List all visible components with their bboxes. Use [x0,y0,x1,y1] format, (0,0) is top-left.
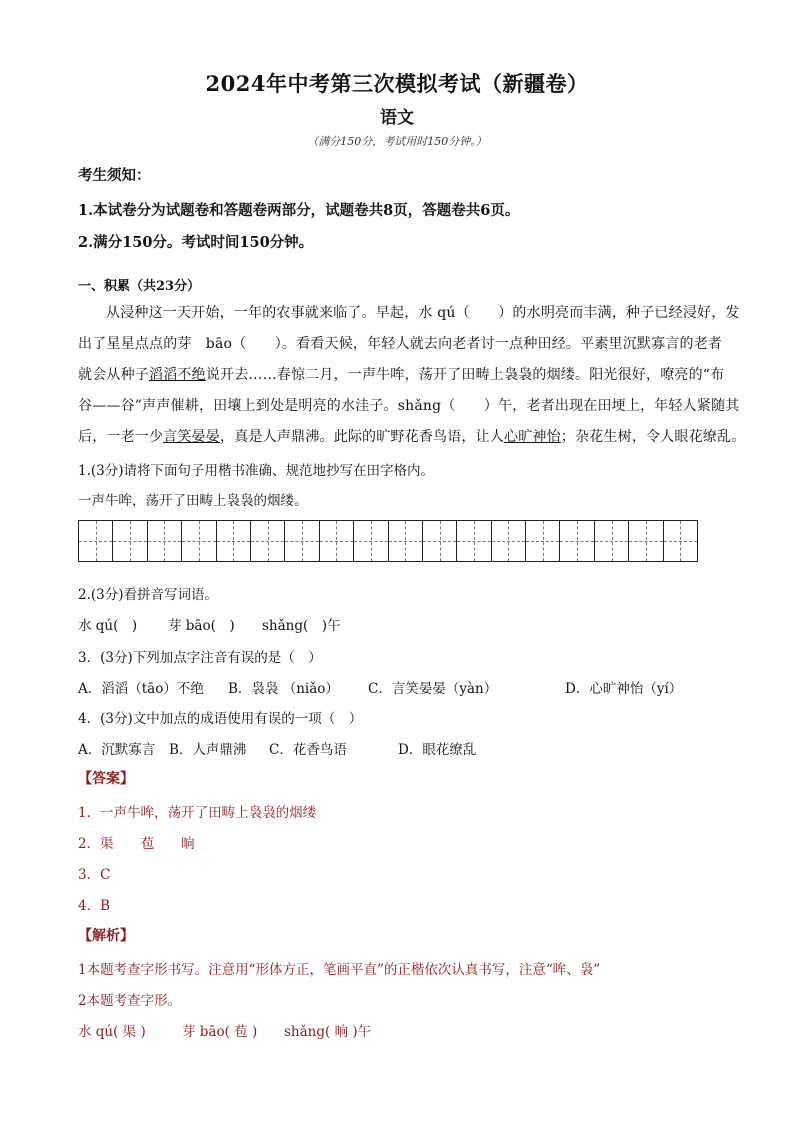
question-1: 1.(3分)请将下面句子用楷书准确、规范地抄写在田字格内。 [78,463,435,479]
answer-4: 4．B [78,898,111,914]
grid-cell[interactable] [181,521,215,561]
q3-option-c: C．言笑晏晏（yàn） [368,681,498,697]
analysis-q2-answer-3: shǎng( 晌 )午 [284,1024,372,1040]
grid-cell[interactable] [216,521,250,561]
exam-title: 2024年中考第三次模拟考试（新疆卷） [205,71,589,96]
grid-cell[interactable] [525,521,559,561]
underlined-idiom: 心旷神怡 [504,429,561,445]
grid-cell[interactable] [663,521,697,561]
grid-cell[interactable] [456,521,490,561]
exam-note: （满分150分，考试用时150分钟。） [307,135,487,148]
passage-line-2: 出了星星点点的芽 bāo（ ）。看看天候，年轻人就去向老者讨一点种田经。平素里沉默寡言的老者 [78,336,723,352]
notice-item-1: 1.本试卷分为试题卷和答题卷两部分，试题卷共8页，答题卷共6页。 [78,202,520,219]
q4-option-d: D．眼花缭乱 [398,742,477,758]
notice-heading: 考生须知： [78,167,151,184]
question-4: 4．(3分)文中加点的成语使用有误的一项（ ） [78,711,363,727]
grid-cell[interactable] [284,521,318,561]
q4-option-c: C．花香鸟语 [269,742,347,758]
q3-option-a: A．滔滔（tāo）不绝 [78,681,204,697]
underlined-idiom: 言笑晏晏 [163,429,221,445]
analysis-heading: 【解析】 [78,928,134,944]
grid-cell[interactable] [422,521,456,561]
question-1-sentence: 一声牛哞，荡开了田畴上袅袅的烟缕。 [78,493,308,509]
passage-line-5: 后，一老一少言笑晏晏，真是人声鼎沸。此际的旷野花香鸟语，让人心旷神怡；杂花生树，令人眼花缭乱。 [78,429,746,445]
grid-cell[interactable] [112,521,146,561]
answer-heading: 【答案】 [78,771,134,787]
q4-option-a: A．沉默寡言 [78,742,156,758]
q4-option-b: B．人声鼎沸 [169,742,247,758]
subject-title: 语文 [380,108,414,128]
grid-cell[interactable] [628,521,662,561]
grid-cell[interactable] [353,521,387,561]
passage-line-4: 谷——谷”声声催耕，田壤上到处是明亮的水洼子。shǎng（ ）午，老者出现在田埂上，年轻人紧随其 [78,398,740,414]
q2-item-1: 水 qú( ) [78,618,138,634]
question-2: 2.(3分)看拼音写词语。 [78,587,219,603]
passage-line-1: 从浸种这一天开始，一年的农事就来临了。早起，水 qú（ ）的水明亮而丰满，种子已经浸好，发 [106,305,740,321]
grid-cell[interactable] [79,521,112,561]
analysis-1: 1本题考查字形书写。注意用“形体方正，笔画平直”的正楷依次认真书写，注意“哞、袅” [78,962,601,978]
grid-cell[interactable] [388,521,422,561]
q2-item-2: 芽 bāo( ) [168,618,235,634]
q2-item-3: shǎng( )午 [262,618,341,634]
q3-option-d: D．心旷神怡（yí） [565,681,683,697]
analysis-q2-answer-2: 芽 bāo( 苞 ) [182,1024,258,1040]
tianzige-grid[interactable] [78,520,698,562]
q3-option-b: B．袅袅 （niǎo） [228,681,339,697]
passage-line-3: 就会从种子滔滔不绝说开去……春惊二月，一声牛哞，荡开了田畴上袅袅的烟缕。阳光很好，嘹亮的“布 [78,367,725,383]
grid-cell[interactable] [319,521,353,561]
section-heading: 一、积累（共23分） [78,279,201,294]
answer-3: 3．C [78,867,111,883]
analysis-q2-answer-1: 水 qú( 渠 ) [78,1024,146,1040]
question-3: 3．(3分)下列加点字注音有误的是（ ） [78,650,322,666]
analysis-2: 2本题考查字形。 [78,993,182,1009]
answer-2: 2．渠 苞 晌 [78,836,195,852]
answer-1: 1．一声牛哞，荡开了田畴上袅袅的烟缕 [78,805,317,821]
grid-cell[interactable] [147,521,181,561]
grid-cell[interactable] [491,521,525,561]
grid-cell[interactable] [250,521,284,561]
notice-item-2: 2.满分150分。考试时间150分钟。 [78,234,314,251]
grid-cell[interactable] [594,521,628,561]
grid-cell[interactable] [559,521,593,561]
underlined-idiom: 滔滔不绝 [149,367,206,383]
